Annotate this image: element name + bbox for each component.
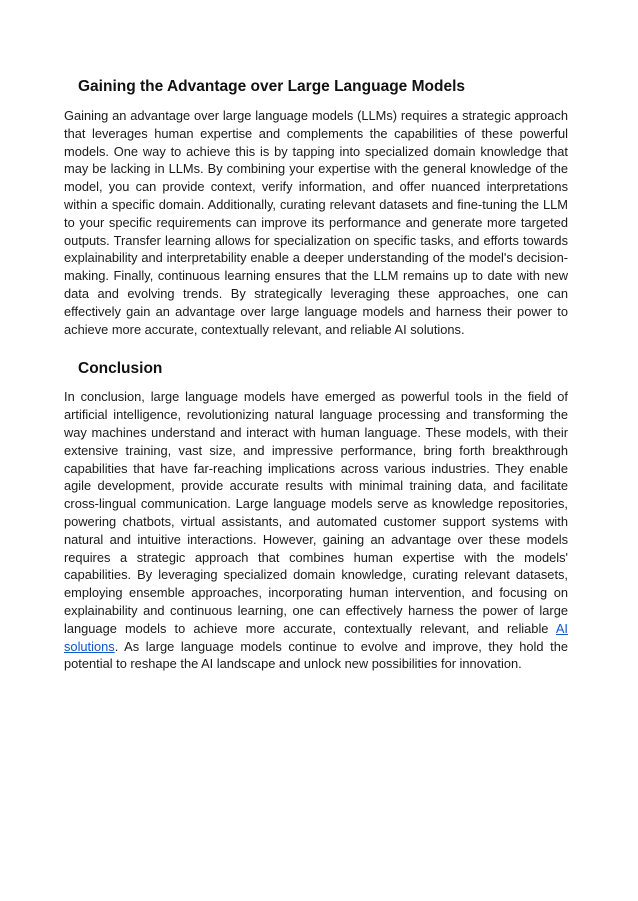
section-body-advantage: Gaining an advantage over large language models (LLMs) requires a strategic approach that leverages human expertise and complements the capabilities of these powerful models. One way to achieve this is by tapping into specialized domain knowledge that may be lacking in LLMs. By combining your expertise with the general knowledge of the model, you can provide context, verify information, and offer nuanced interpretations within a specific domain. Additionally, curating relevant datasets and fine-tuning the LLM to your specific requirements can improve its performance and generate more targeted outputs. Transfer learning allows for specialization on specific tasks, and efforts towards explainability and interpretability enable a deeper understanding of the model's decision-making. Finally, continuous learning ensures that the LLM remains up to date with new data and evolving trends. By strategically leveraging these approaches, one can effectively gain an advantage over large language models and harness their power to achieve more accurate, contextually relevant, and reliable AI solutions. [64,108,568,337]
ai-solutions-link[interactable]: AI solutions [64,620,568,654]
conclusion-text-before-link: In conclusion, large language models have emerged as powerful tools in the field of artificial intelligence, revolutionizing natural language processing and transforming the way machines understand and interact with human language. These models, with their extensive training, vast size, and impressive performance, bring forth breakthrough capabilities that have far-reaching implications across various industries. They enable agile development, provide accurate results with minimal training data, and facilitate cross-lingual communication. Large language models serve as knowledge repositories, powering chatbots, virtual assistants, and automated customer support systems with natural and intuitive interactions. However, gaining an advantage over these models requires a strategic approach that combines human expertise with the models' capabilities. By leveraging specialized domain knowledge, curating relevant datasets, employing ensemble approaches, incorporating human intervention, and focusing on explainability and continuous learning, one can effectively harness the power of large language models to achieve more accurate, contextually relevant, and reliable [64,389,568,636]
section-body-conclusion [64,388,568,673]
section-heading-conclusion: Conclusion [78,360,163,378]
section-heading-advantage: Gaining the Advantage over Large Language Models [78,78,465,95]
document-page [64,74,568,673]
conclusion-text-after-link: . As large language models continue to evolve and improve, they hold the potential to reshape the AI landscape and unlock new possibilities for innovation. [64,638,568,672]
